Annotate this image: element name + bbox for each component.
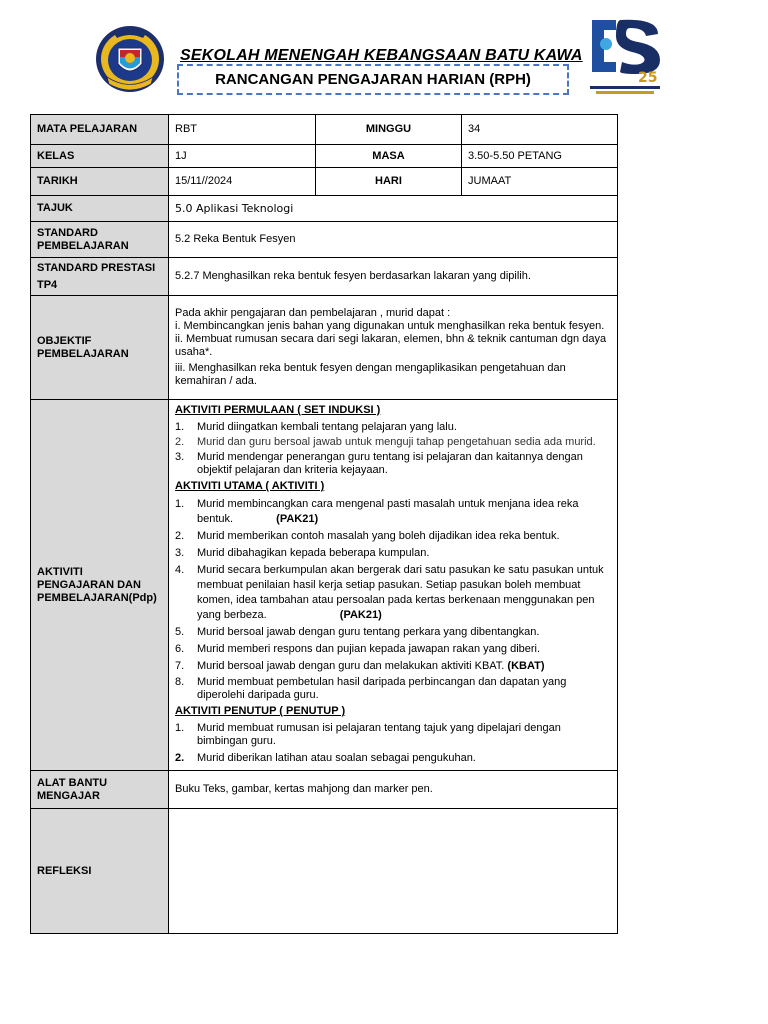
list-item: 3. Murid mendengar penerangan guru tentang isi pelajaran dan kaitannya dengan objektif pelajaran dan kriteria kejayaan. [175,451,583,476]
value-kelas: 1J [169,145,316,168]
value-tarikh: 15/11//2024 [169,168,316,196]
school-crest-logo [93,22,167,96]
value-mata-pelajaran: RBT [169,115,316,145]
permulaan-list [175,421,611,477]
value-standard-prestasi: 5.2.7 Menghasilkan reka bentuk fesyen berdasarkan lakaran yang dipilih. [169,258,618,296]
objektif-intro: Pada akhir pengajaran dan pembelajaran , murid dapat : [175,307,451,319]
list-item: 1. Murid membincangkan cara mengenal pasti masalah untuk menjana idea reka bentuk. (PAK21) [175,498,579,525]
label-hari: HARI [316,168,462,196]
title-box [177,64,569,95]
label-tajuk: TAJUK [31,196,169,222]
label-minggu: MINGGU [316,115,462,145]
label-objektif: OBJEKTIF PEMBELAJARAN [31,296,169,400]
objektif-item: i. Membincangkan jenis bahan yang digunakan untuk menghasilkan reka bentuk fesyen. [175,320,605,332]
row-alat [31,771,618,809]
list-item: 1. Murid diingatkan kembali tentang pelajaran yang lalu. [175,421,457,433]
list-item: 7. Murid bersoal jawab dengan guru dan melakukan aktiviti KBAT. (KBAT) [175,660,545,672]
tag-pak21: (PAK21) [339,609,382,621]
document-title: RANCANGAN PENGAJARAN HARIAN (RPH) [215,71,531,88]
row-objektif [31,296,618,400]
row-tajuk [31,196,618,222]
rph-table [30,114,618,934]
list-item: 2. Murid dan guru bersoal jawab untuk menguji tahap pengetahuan sedia ada murid. [175,436,596,448]
label-mata-pelajaran: MATA PELAJARAN [31,115,169,145]
label-refleksi: REFLEKSI [31,809,169,934]
label-kelas: KELAS [31,145,169,168]
value-masa: 3.50-5.50 PETANG [462,145,618,168]
label-alat: ALAT BANTU MENGAJAR [31,771,169,809]
school-name: SEKOLAH MENENGAH KEBANGSAAN BATU KAWA [180,47,583,64]
penutup-heading: AKTIVITI PENUTUP ( PENUTUP ) [175,705,346,717]
standard-prestasi-title: STANDARD PRESTASI [37,261,156,274]
objektif-item: ii. Membuat rumusan secara dari segi lakaran, elemen, bhn & teknik cantuman dgn daya usaha*. [175,333,607,358]
label-aktiviti: AKTIVITI PENGAJARAN DAN PEMBELAJARAN(Pdp) [31,400,169,771]
list-item: 1. Murid membuat rumusan isi pelajaran tentang tajuk yang dipelajari dengan bimbingan guru. [175,722,561,747]
list-item: 2. Murid memberikan contoh masalah yang boleh dijadikan idea reka bentuk. [175,530,560,542]
list-item: 8. Murid membuat pembetulan hasil daripada perbincangan dan dapatan yang diperolehi daripada guru. [175,676,567,701]
label-standard-prestasi [31,258,169,296]
penutup-list [175,722,611,765]
row-tarikh [31,168,618,196]
utama-heading: AKTIVITI UTAMA ( AKTIVITI ) [175,480,325,492]
value-hari: JUMAAT [462,168,618,196]
list-item: 4. Murid secara berkumpulan akan bergerak dari satu pasukan ke satu pasukan untuk membuat penilaian hasil kerja setiap pasukan. Setiap pasukan boleh membuat komen, idea tambahan atau persoalan pada kertas berkenaan menggunakan pen yang berbeza. (PAK21) [175,564,604,621]
permulaan-heading: AKTIVITI PERMULAAN ( SET INDUKSI ) [175,404,381,416]
value-alat: Buku Teks, gambar, kertas mahjong dan marker pen. [169,771,618,809]
tag-kbat: (KBAT) [507,660,545,672]
list-item: 2. Murid diberikan latihan atau soalan sebagai pengukuhan. [175,752,476,764]
row-aktiviti [31,400,618,771]
row-kelas [31,145,618,168]
list-item: 5. Murid bersoal jawab dengan guru tentang perkara yang dibentangkan. [175,626,540,638]
value-aktiviti [169,400,618,771]
transformasi-logo [586,14,664,98]
standard-prestasi-tp: TP4 [37,278,58,291]
row-standard-pembelajaran [31,222,618,258]
objektif-item: iii. Menghasilkan reka bentuk fesyen dengan mengaplikasikan pengetahuan dan kemahiran / ada. [175,362,566,387]
value-refleksi [169,809,618,934]
value-tajuk: 5.0 Aplikasi Teknologi [169,196,618,222]
list-item: 6. Murid memberi respons dan pujian kepada jawapan rakan yang diberi. [175,643,541,655]
label-standard-pembelajaran: STANDARD PEMBELAJARAN [31,222,169,258]
brand-number: 25 [638,70,658,86]
row-refleksi [31,809,618,934]
value-standard-pembelajaran: 5.2 Reka Bentuk Fesyen [169,222,618,258]
label-masa: MASA [316,145,462,168]
value-objektif [169,296,618,400]
row-standard-prestasi [31,258,618,296]
label-tarikh: TARIKH [31,168,169,196]
utama-list [175,497,611,702]
value-minggu: 34 [462,115,618,145]
row-mata-pelajaran [31,115,618,145]
tag-pak21: (PAK21) [276,513,319,525]
list-item: 3. Murid dibahagikan kepada beberapa kumpulan. [175,547,430,559]
